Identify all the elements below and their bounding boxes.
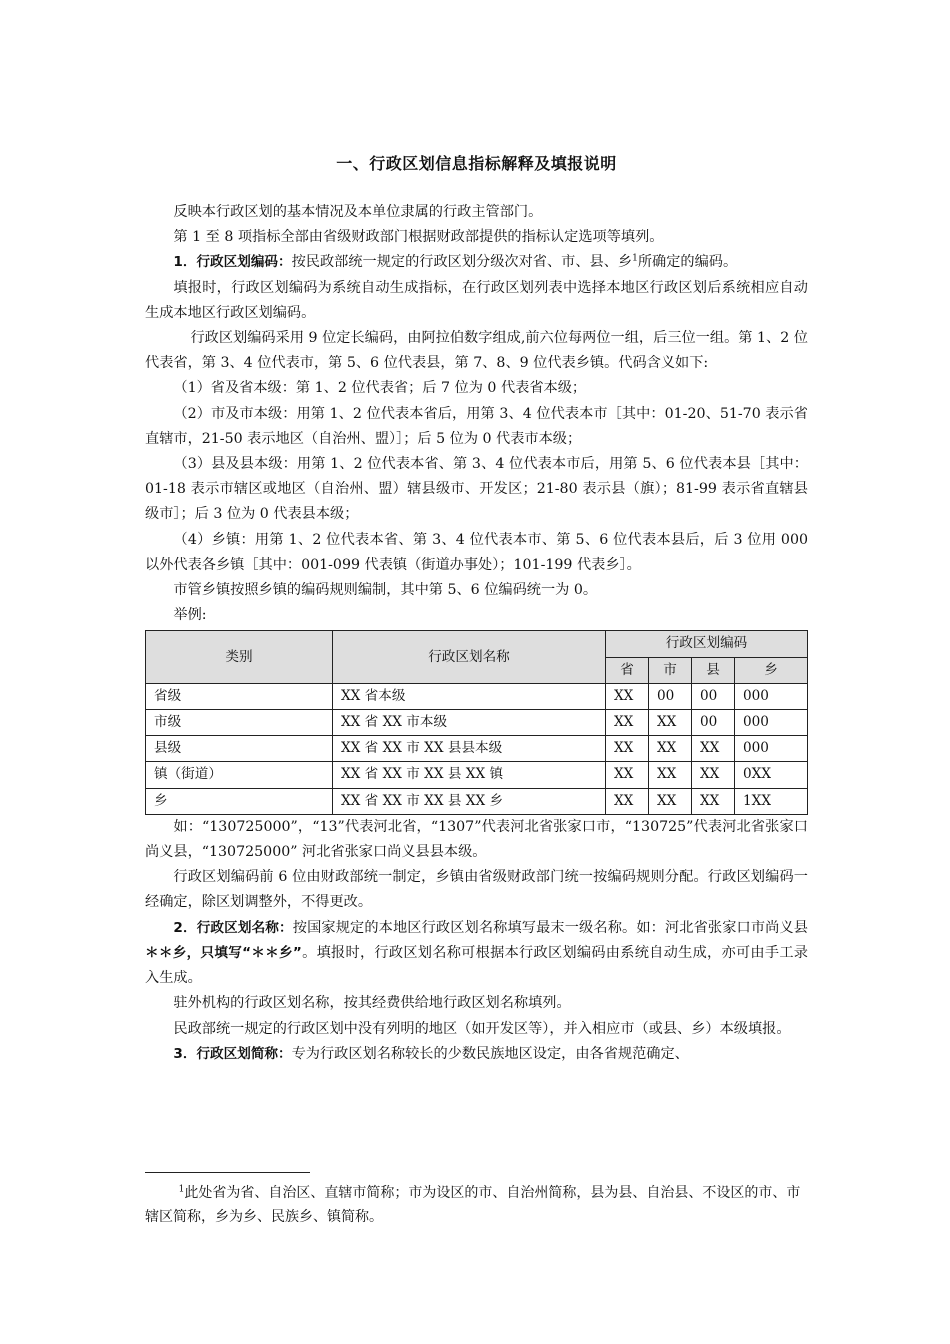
paragraph: 市管乡镇按照乡镇的编码规则编制，其中第 5、6 位编码统一为 0。 <box>173 582 598 599</box>
paragraph: （3）县及县本级：用第 1、2 位代表本省、第 3、4 位代表本市后，用第 5、6 位代表本县［其中：01-18 表示市辖区或地区（自治州、盟）辖县级市、开发区；21-80 表示县（旗）；81-99 表示省直辖县级市］；后 3 位为 0 代表县本级； <box>145 456 808 523</box>
item-heading: 3．行政区划简称： <box>173 1045 292 1062</box>
cell-province: XX <box>606 762 649 788</box>
paragraph: 如：“130725000”，“13”代表河北省，“1307”代表河北省张家口市，“130725”代表河北省张家口尚义县，“130725000” 河北省张家口尚义县县本级。 <box>145 818 808 861</box>
cell-township: 0XX <box>735 762 808 788</box>
paragraph: （4）乡镇：用第 1、2 位代表本省、第 3、4 位代表本市、第 5、6 位代表本县后，后 3 位用 000 以外代表各乡镇［其中：001-099 代表镇（街道办事处）；101-199 代表乡］。 <box>145 531 808 573</box>
paragraph: 反映本行政区划的基本情况及本单位隶属的行政主管部门。 <box>173 204 543 220</box>
table-row <box>146 736 808 762</box>
header-province: 省 <box>606 657 649 683</box>
paragraph: 填报时，行政区划编码为系统自动生成指标，在行政区划列表中选择本地区行政区划后系统相应自动生成本地区行政区划编码。 <box>145 279 808 321</box>
cell-name: XX 省 XX 市本级 <box>333 710 606 736</box>
cell-province: XX <box>606 788 649 814</box>
cell-township: 000 <box>735 683 808 709</box>
paragraph-code-definition <box>145 250 808 275</box>
table-row <box>146 788 808 814</box>
cell-category: 县级 <box>146 736 333 762</box>
footnote-text: 此处省为省、自治区、直辖市简称；市为设区的市、自治州简称，县为县、自治县、不设区的市、市辖区简称，乡为乡、民族乡、镇简称。 <box>145 1185 801 1225</box>
table-row <box>146 710 808 736</box>
paragraph: 第 1 至 8 项指标全部由省级财政部门根据财政部提供的指标认定选项等填列。 <box>173 229 664 246</box>
paragraph: 举例: <box>173 607 207 624</box>
cell-name: XX 省 XX 市 XX 县 XX 镇 <box>333 762 606 788</box>
item-heading: 2．行政区划名称： <box>173 919 293 936</box>
paragraph: 民政部统一规定的行政区划中没有列明的地区（如开发区等），并入相应市（或县、乡）本级填报。 <box>173 1020 791 1037</box>
cell-province: XX <box>606 736 649 762</box>
header-township: 乡 <box>735 657 808 683</box>
footnote <box>145 1181 808 1229</box>
document-body <box>145 200 808 1067</box>
header-code: 行政区划编码 <box>606 631 808 657</box>
cell-county: XX <box>692 788 735 814</box>
footnote-mark: 1 <box>178 1184 185 1195</box>
cell-county: 00 <box>692 683 735 709</box>
footnote-divider <box>145 1172 310 1173</box>
cell-county: 00 <box>692 710 735 736</box>
cell-county: XX <box>692 736 735 762</box>
cell-city: XX <box>649 736 692 762</box>
paragraph-text: 按国家规定的本地区行政区划名称填写最末一级名称。如：河北省张家口市尚义县 <box>292 919 808 936</box>
footnote-reference: 1 <box>632 253 638 264</box>
page-title: 一、行政区划信息指标解释及填报说明 <box>336 154 617 173</box>
paragraph: 行政区划编码采用 9 位定长编码，由阿拉伯数字组成,前六位每两位一组，后三位一组。第 1、2 位代表省，第 3、4 位代表市，第 5、6 位代表县，第 7、8、9 位代表乡镇。代码含义如下: <box>145 330 808 372</box>
cell-city: XX <box>649 710 692 736</box>
paragraph-text: 所确定的编码。 <box>637 254 738 271</box>
paragraph: （2）市及市本级：用第 1、2 位代表本省后，用第 3、4 位代表本市［其中：01-20、51-70 表示省直辖市，21-50 表示地区（自治州、盟）］；后 5 位为 0 代表市本级； <box>145 405 808 447</box>
cell-city: XX <box>649 762 692 788</box>
emphasis-text: ＊＊乡，只填写“＊＊乡” <box>145 944 302 961</box>
paragraph: （1）省及省本级：第 1、2 位代表省；后 7 位为 0 代表省本级； <box>173 380 587 397</box>
paragraph-name-definition <box>145 916 808 992</box>
cell-name: XX 省本级 <box>333 683 606 709</box>
paragraph: 驻外机构的行政区划名称，按其经费供给地行政区划名称填列。 <box>173 995 571 1012</box>
item-heading: 1．行政区划编码： <box>173 254 292 271</box>
cell-name: XX 省 XX 市 XX 县 XX 乡 <box>333 788 606 814</box>
cell-category: 乡 <box>146 788 333 814</box>
table-header-row <box>146 631 808 657</box>
header-city: 市 <box>649 657 692 683</box>
cell-city: XX <box>649 788 692 814</box>
cell-category: 镇（街道） <box>146 762 333 788</box>
table-row <box>146 683 808 709</box>
header-category: 类别 <box>146 631 333 683</box>
cell-province: XX <box>606 710 649 736</box>
cell-category: 省级 <box>146 683 333 709</box>
cell-county: XX <box>692 762 735 788</box>
cell-province: XX <box>606 683 649 709</box>
paragraph: 行政区划编码前 6 位由财政部统一制定，乡镇由省级财政部门统一按编码规则分配。行政区划编码一经确定，除区划调整外，不得更改。 <box>145 869 808 911</box>
paragraph-text: 按民政部统一规定的行政区划分级次对省、市、县、乡 <box>291 254 633 271</box>
header-name: 行政区划名称 <box>333 631 606 683</box>
cell-name: XX 省 XX 市 XX 县县本级 <box>333 736 606 762</box>
paragraph-abbreviation-definition <box>145 1042 808 1067</box>
cell-township: 000 <box>735 736 808 762</box>
example-table <box>145 630 808 814</box>
header-county: 县 <box>692 657 735 683</box>
cell-city: 00 <box>649 683 692 709</box>
paragraph-text: 。填报时，行政区划名称可根据本行政区划编码由系统自动生成，亦可由手工录入生成。 <box>145 944 808 987</box>
cell-category: 市级 <box>146 710 333 736</box>
table-row <box>146 762 808 788</box>
cell-township: 1XX <box>735 788 808 814</box>
paragraph-text: 专为行政区划名称较长的少数民族地区设定，由各省规范确定、 <box>291 1045 689 1062</box>
cell-township: 000 <box>735 710 808 736</box>
